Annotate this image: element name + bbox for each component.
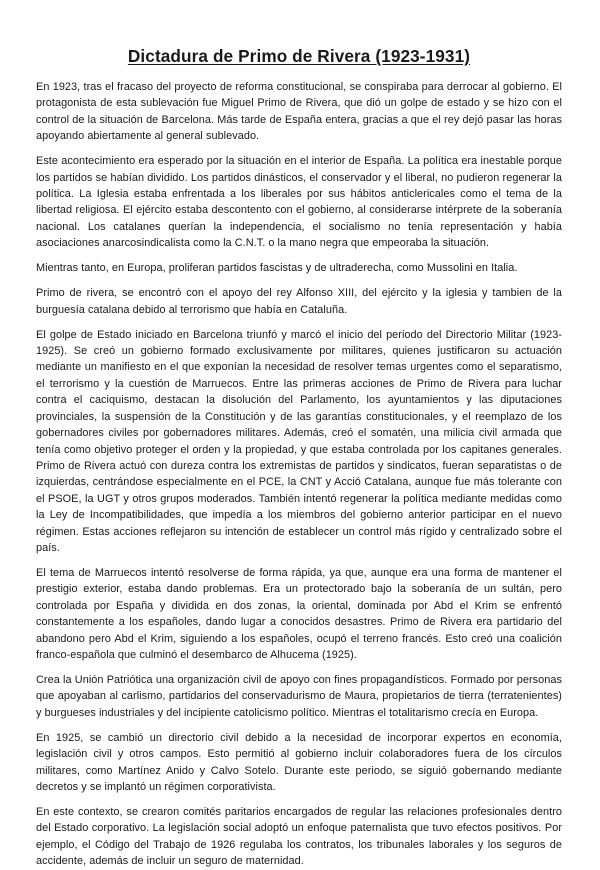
paragraph-context: Este acontecimiento era esperado por la situación en el interior de España. La política era inestable porque los partidos se habían dividido. Los partidos dinásticos, el conservador y el liberal, no pudieron regenerar la política. La Iglesia estaba enfrentada a los liberales por sus hábitos anticlericales como el tema de la libertad religiosa. El ejército estaba descontento con el gobierno, al considerarse intérprete de la soberanía nacional. Los catalanes querían la independencia, el socialismo no tenía representación y había asociaciones anarcosindicalista como la C.N.T. o la mano negra que empeoraba la situación.: [36, 155, 562, 250]
paragraph-military-directory: El golpe de Estado iniciado en Barcelona triunfó y marcó el inicio del periodo del Directorio Militar (1923-1925). Se creó un gobierno formado exclusivamente por militares, quienes justificaron su actuación mediante un manifiesto en el que exponían la necesidad de resolver temas urgentes como el separatismo, el terrorismo y la cuestión de Marruecos. Entre las primeras acciones de Primo de Rivera para luchar contra el caciquismo, destacan la disolución del Parlamento, los ayuntamientos y las diputaciones provinciales, la suspensión de la Constitución y de las garantías constitucionales, y el reemplazo de los gobernadores civiles por gobernadores militares. Además, creó el somatén, una milicia civil armada que tenía como objetivo proteger el orden y la propiedad, y que estaba controlada por los capitanes generales. Primo de Rivera actuó con dureza contra los extremistas de partidos y sindicatos, fueran separatistas o de izquierdas, centrándose especialmente en el PCE, la CNT y Acció Catalana, aunque fue más tolerante con el PSOE, la UGT y otros grupos moderados. También intentó regenerar la política mediante medidas como la Ley de Incompatibilidades, que impedía a los miembros del gobierno anterior participar en el nuevo régimen. Estas acciones reflejaron su intención de establecer un control más rígido y centralizado sobre el país.: [36, 328, 562, 554]
paragraph-patriotic-union: Crea la Unión Patriótica una organización civil de apoyo con fines propagandísticos. Formado por personas que apoyaban al carlismo, partidarios del conservadurismo de Maura, propietarios de tierra (terratenientes) y burgueses industriales y del incipiente catolicismo político. Mientras el totalitarismo crecía en Europa.: [36, 673, 562, 719]
paragraph-morocco: El tema de Marruecos intentó resolverse de forma rápida, ya que, aunque era una forma de mantener el prestigio exterior, estaba dando problemas. Era un protectorado bajo la soberanía de un sultán, pero controlada por España y dividida en dos zonas, la oriental, dominada por Abd el Krim se enfrentó constantemente a los españoles, dando lugar a conocidos desastres. Primo de Rivera era partidario del abandono pero Abd el Krim, siguiendo a los españoles, ocupó el terreno francés. Esto creó una coalición franco-española que culminó el desembarco de Alhucema (1925).: [36, 566, 562, 661]
paragraph-corporatism: En este contexto, se crearon comités paritarios encargados de regular las relaciones profesionales dentro del Estado corporativo. La legislación social adoptó un enfoque paternalista que tuvo efectos positivos. Por ejemplo, el Código del Trabajo de 1926 regulaba los contratos, los tribunales laborales y los seguros de accidente, además de incluir un seguro de maternidad.: [36, 806, 562, 868]
paragraph-civil-directory: En 1925, se cambió un directorio civil debido a la necesidad de incorporar expertos en economía, legislación civil y otros campos. Esto permitió al gobierno incluir colaboradores fuera de los círculos militares, como Martínez Anido y Calvo Sotelo. Durante este periodo, se siguió gobernando mediante decretos y se implantó un régimen corporativista.: [36, 731, 562, 793]
paragraph-intro: En 1923, tras el fracaso del proyecto de reforma constitucional, se conspiraba para derrocar al gobierno. El protagonista de esta sublevación fue Miguel Primo de Rivera, que dió un golpe de estado y se hizo con el control de la situación de Barcelona. Más tarde de España entera, gracias a que el rey dejó pasar las horas apoyando abiertamente al general sublevado.: [36, 81, 562, 143]
paragraph-support: Primo de rivera, se encontró con el apoyo del rey Alfonso XIII, del ejército y la iglesia y tambien de la burguesía catalana debido al terrorismo que había en Cataluña.: [36, 287, 562, 316]
paragraph-europe: Mientras tanto, en Europa, proliferan partidos fascistas y de ultraderecha, como Mussolini en Italia.: [36, 262, 518, 275]
document-title: Dictadura de Primo de Rivera (1923-1931): [127, 46, 471, 66]
